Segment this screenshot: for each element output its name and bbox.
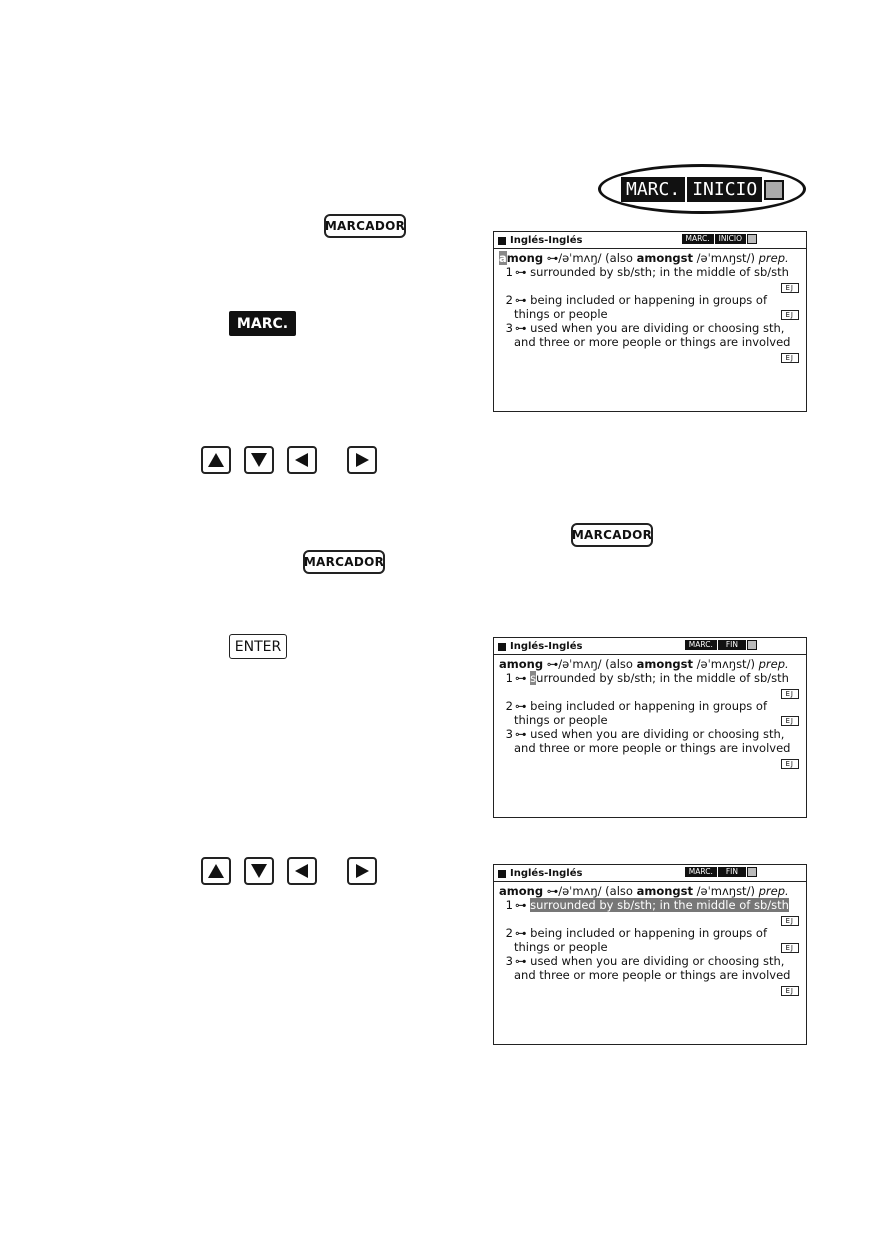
sense-text: and three or more people or things are involved (514, 335, 791, 349)
cursor-char: a (499, 251, 507, 265)
sense-text: surrounded by sb/sth; in the middle of sb/sth (530, 265, 789, 279)
sense-text: things or people (514, 940, 608, 954)
marc-status: MARC. (685, 640, 717, 650)
dictionary-name: Inglés-Inglés (510, 235, 583, 246)
headword-line (499, 657, 801, 671)
alt-pronunciation: /əˈmʌŋst/) (693, 657, 759, 671)
screen-status (685, 867, 758, 877)
sense-1: 1 ⊶ surrounded by sb/sth; in the middle of sb/sth (499, 898, 801, 912)
status-box-icon (747, 867, 757, 877)
status-box-icon (764, 180, 784, 200)
sense-text: urrounded by sb/sth; in the middle of sb/sth (536, 671, 789, 685)
sense-3-cont (499, 968, 801, 982)
sense-text: used when you are dividing or choosing sth, (530, 954, 785, 968)
sense-text: used when you are dividing or choosing sth, (530, 727, 785, 741)
screen-status (685, 640, 758, 650)
status-box-icon (747, 234, 757, 244)
ej-button[interactable]: EJ (781, 759, 800, 769)
screen-header (494, 865, 806, 882)
right-arrow-key-icon (347, 446, 377, 474)
callout-status-indicators (621, 177, 784, 202)
sense-2-cont (499, 307, 801, 321)
dictionary-name: Inglés-Inglés (510, 868, 583, 879)
alt-pronunciation: /əˈmʌŋst/) (693, 884, 759, 898)
headword: mong (506, 251, 544, 265)
sense-2-cont (499, 713, 801, 727)
sense-2: 2 ⊶ being included or happening in groups of (499, 293, 801, 307)
pronunciation: ⊶/əˈmʌŋ/ (also (543, 884, 637, 898)
sense-text: and three or more people or things are involved (514, 968, 791, 982)
pronunciation: ⊶/əˈmʌŋ/ (also (543, 657, 637, 671)
part-of-speech: prep. (758, 884, 789, 898)
up-arrow-key-icon (201, 446, 231, 474)
ej-button[interactable]: EJ (781, 943, 800, 953)
marc-indicator-icon: MARC. (229, 311, 296, 336)
headword: among (499, 657, 544, 671)
marcador-key-icon: MARCADOR (324, 214, 406, 238)
alt-headword: amongst (636, 657, 693, 671)
sense-3: 3 ⊶ used when you are dividing or choosing sth, (499, 727, 801, 741)
sense-2: 2 ⊶ being included or happening in groups of (499, 699, 801, 713)
sense-number: 2 (505, 699, 513, 713)
screen-body (494, 882, 806, 996)
screen-header (494, 638, 806, 655)
square-bullet-icon (498, 870, 506, 878)
marc-indicator: MARC. (621, 177, 685, 202)
square-bullet-icon (498, 643, 506, 651)
sense-3-cont (499, 335, 801, 349)
fin-status: FIN (718, 640, 746, 650)
screen-body (494, 249, 806, 363)
right-arrow-key-icon (347, 857, 377, 885)
marcador-key-icon: MARCADOR (303, 550, 385, 574)
enter-key-icon: ENTER (229, 634, 287, 659)
marcador-key-icon: MARCADOR (571, 523, 653, 547)
fin-status: FIN (718, 867, 746, 877)
ej-button[interactable]: EJ (781, 986, 800, 996)
down-arrow-key-icon (244, 446, 274, 474)
square-bullet-icon (498, 237, 506, 245)
marc-status: MARC. (682, 234, 714, 244)
dictionary-screen-1 (493, 231, 807, 412)
ej-button[interactable]: EJ (781, 283, 800, 293)
inicio-indicator: INICIO (687, 177, 762, 202)
sense-text: being included or happening in groups of (530, 293, 768, 307)
sense-number: 1 (505, 671, 513, 685)
sense-1: 1 ⊶ surrounded by sb/sth; in the middle of sb/sth (499, 265, 801, 279)
ej-button[interactable]: EJ (781, 689, 800, 699)
sense-number: 3 (505, 321, 513, 335)
sense-3-cont (499, 741, 801, 755)
sense-number: 2 (505, 926, 513, 940)
sense-3: 3 ⊶ used when you are dividing or choosing sth, (499, 321, 801, 335)
headword: among (499, 884, 544, 898)
screen-body (494, 655, 806, 769)
part-of-speech: prep. (758, 657, 789, 671)
part-of-speech: prep. (758, 251, 789, 265)
down-arrow-key-icon (244, 857, 274, 885)
sense-number: 3 (505, 727, 513, 741)
marc-status: MARC. (685, 867, 717, 877)
alt-headword: amongst (636, 251, 693, 265)
left-arrow-key-icon (287, 446, 317, 474)
headword-line (499, 884, 801, 898)
ej-button[interactable]: EJ (781, 353, 800, 363)
cursor-char: s (530, 671, 537, 685)
sense-2: 2 ⊶ being included or happening in groups of (499, 926, 801, 940)
dictionary-screen-3 (493, 864, 807, 1045)
sense-number: 1 (505, 265, 513, 279)
sense-1: 1 ⊶ surrounded by sb/sth; in the middle of sb/sth (499, 671, 801, 685)
sense-text: and three or more people or things are involved (514, 741, 791, 755)
alt-pronunciation: /əˈmʌŋst/) (693, 251, 759, 265)
sense-3: 3 ⊶ used when you are dividing or choosing sth, (499, 954, 801, 968)
sense-2-cont (499, 940, 801, 954)
screen-header (494, 232, 806, 249)
ej-button[interactable]: EJ (781, 310, 800, 320)
up-arrow-key-icon (201, 857, 231, 885)
screen-status (682, 234, 758, 244)
ej-button[interactable]: EJ (781, 916, 800, 926)
highlighted-selection: surrounded by sb/sth; in the middle of sb/sth (530, 898, 789, 912)
sense-text: things or people (514, 307, 608, 321)
sense-text: being included or happening in groups of (530, 926, 768, 940)
alt-headword: amongst (636, 884, 693, 898)
sense-text: things or people (514, 713, 608, 727)
dictionary-screen-2 (493, 637, 807, 818)
ej-button[interactable]: EJ (781, 716, 800, 726)
sense-number: 1 (505, 898, 513, 912)
headword-line (499, 251, 801, 265)
sense-text: being included or happening in groups of (530, 699, 768, 713)
sense-number: 3 (505, 954, 513, 968)
status-box-icon (747, 640, 757, 650)
inicio-status: INICIO (715, 234, 746, 244)
sense-text: used when you are dividing or choosing sth, (530, 321, 785, 335)
dictionary-name: Inglés-Inglés (510, 641, 583, 652)
left-arrow-key-icon (287, 857, 317, 885)
pronunciation: ⊶/əˈmʌŋ/ (also (543, 251, 637, 265)
sense-number: 2 (505, 293, 513, 307)
